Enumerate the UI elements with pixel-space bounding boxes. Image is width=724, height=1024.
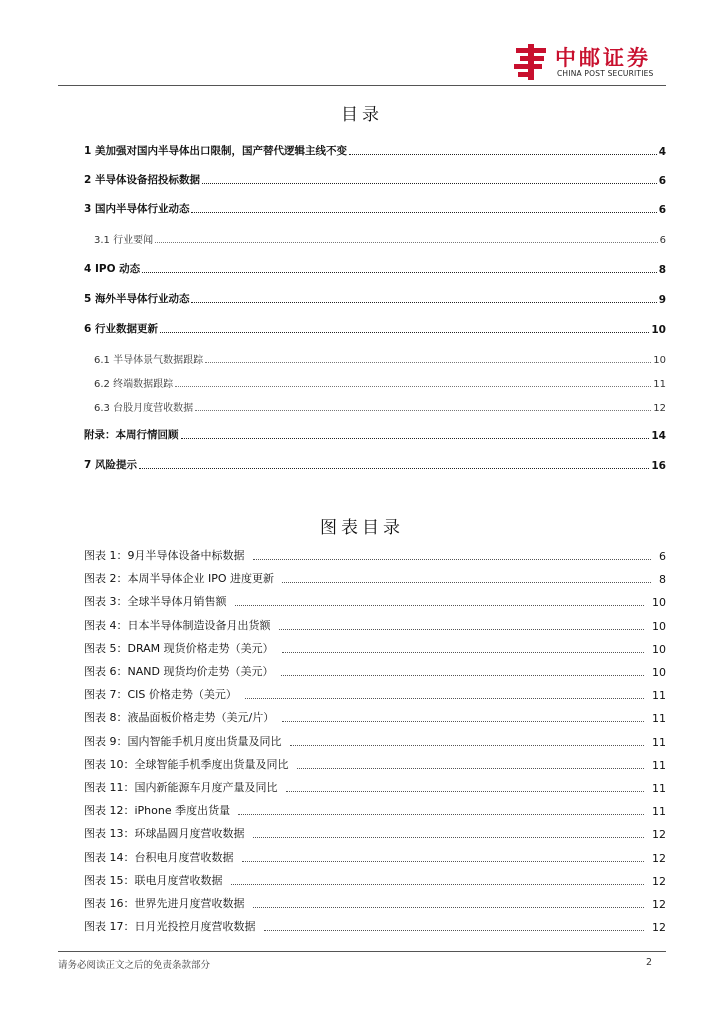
figure-entry[interactable] bbox=[84, 684, 666, 702]
figure-entry-page: 11 bbox=[652, 805, 666, 819]
dot-leader bbox=[245, 688, 644, 699]
figure-entry-page: 12 bbox=[652, 898, 666, 911]
figure-entry-title: 图表 15：联电月度营收数据 bbox=[84, 873, 223, 887]
toc-entry-page: 9 bbox=[658, 294, 666, 306]
toc-entry[interactable] bbox=[84, 288, 666, 306]
figure-entry[interactable] bbox=[84, 916, 666, 934]
toc-entry[interactable] bbox=[94, 348, 666, 366]
toc-entry-page: 6 bbox=[659, 235, 666, 246]
figure-entry-page: 10 bbox=[652, 596, 666, 610]
figure-entry-title: 图表 16：世界先进月度营收数据 bbox=[84, 897, 245, 910]
figure-entry[interactable] bbox=[84, 800, 666, 818]
dot-leader bbox=[253, 897, 645, 908]
dot-leader bbox=[286, 781, 645, 792]
figure-entry[interactable] bbox=[84, 638, 666, 656]
dot-leader bbox=[142, 262, 657, 273]
toc-entry-page: 14 bbox=[651, 430, 666, 442]
figure-entry-page: 10 bbox=[652, 619, 666, 633]
toc-entry-title: 2 半导体设备招投标数据 bbox=[84, 174, 200, 186]
figure-list-heading: 图表目录 bbox=[320, 518, 404, 538]
figure-entry-page: 12 bbox=[652, 828, 666, 842]
figure-entry-page: 6 bbox=[659, 550, 666, 563]
figure-entry-title: 图表 8：液晶面板价格走势（美元/片） bbox=[84, 711, 275, 725]
figure-entry[interactable] bbox=[84, 754, 666, 772]
toc-entry-title: 3 国内半导体行业动态 bbox=[84, 203, 190, 215]
toc-entry[interactable] bbox=[84, 454, 666, 472]
toc-entry-page: 6 bbox=[658, 175, 666, 187]
dot-leader bbox=[191, 292, 656, 303]
dot-leader bbox=[282, 711, 644, 722]
toc-entry-title: 5 海外半导体行业动态 bbox=[84, 293, 190, 305]
figure-entry[interactable] bbox=[84, 615, 666, 633]
figure-entry-title: 图表 7：CIS 价格走势（美元） bbox=[84, 688, 237, 702]
dot-leader bbox=[235, 595, 645, 606]
dot-leader bbox=[231, 874, 645, 885]
figure-entry[interactable] bbox=[84, 731, 666, 749]
toc-entry-page: 11 bbox=[653, 379, 666, 390]
toc-entry-page: 16 bbox=[651, 460, 666, 472]
dot-leader bbox=[281, 665, 644, 676]
figure-entry-page: 11 bbox=[652, 782, 666, 795]
toc-entry-title: 3.1 行业要闻 bbox=[94, 235, 154, 246]
figure-entry-title: 图表 4：日本半导体制造设备月出货额 bbox=[84, 618, 271, 632]
figure-entry-page: 12 bbox=[652, 921, 666, 935]
toc-entry-title: 4 IPO 动态 bbox=[84, 263, 141, 275]
dot-leader bbox=[349, 144, 657, 155]
dot-leader bbox=[202, 173, 657, 184]
toc-entry-title: 6.1 半导体景气数据跟踪 bbox=[94, 355, 204, 366]
dot-leader bbox=[282, 642, 644, 653]
footer-disclaimer: 请务必阅读正文之后的免责条款部分 bbox=[58, 960, 211, 971]
figure-entry-title: 图表 13：环球晶圆月度营收数据 bbox=[84, 827, 245, 841]
dot-leader bbox=[282, 572, 651, 583]
dot-leader bbox=[238, 804, 644, 815]
dot-leader bbox=[264, 920, 645, 931]
brand-name-cn: 中邮证券 bbox=[555, 46, 651, 70]
dot-leader bbox=[160, 322, 649, 333]
figure-entry-page: 11 bbox=[652, 689, 666, 703]
dot-leader bbox=[191, 202, 656, 213]
figure-entry-title: 图表 6：NAND 现货均价走势（美元） bbox=[84, 665, 274, 678]
dot-leader bbox=[253, 827, 645, 838]
dot-leader bbox=[290, 735, 645, 746]
figure-entry-title: 图表 9：国内智能手机月度出货量及同比 bbox=[84, 734, 282, 748]
toc-entry[interactable] bbox=[84, 258, 666, 276]
figure-entry[interactable] bbox=[84, 591, 666, 609]
toc-entry-page: 8 bbox=[658, 264, 666, 276]
toc-entry-page: 10 bbox=[651, 324, 666, 336]
figure-entry-title: 图表 11：国内新能源车月度产量及同比 bbox=[84, 781, 278, 794]
toc-entry-title: 6.2 终端数据跟踪 bbox=[94, 379, 174, 390]
figure-entry[interactable] bbox=[84, 568, 666, 586]
footer-divider bbox=[58, 951, 666, 952]
figure-entry[interactable] bbox=[84, 661, 666, 679]
figure-entry-title: 图表 1：9月半导体设备中标数据 bbox=[84, 549, 245, 562]
figure-entry-title: 图表 14：台积电月度营收数据 bbox=[84, 850, 234, 864]
figure-entry-page: 8 bbox=[659, 573, 666, 587]
dot-leader bbox=[253, 549, 652, 560]
header-divider bbox=[58, 85, 666, 86]
figure-entry-page: 12 bbox=[652, 874, 666, 888]
dot-leader bbox=[175, 376, 651, 387]
dot-leader bbox=[205, 352, 651, 363]
figure-entry[interactable] bbox=[84, 847, 666, 865]
toc-entry-page: 10 bbox=[653, 355, 666, 366]
figure-entry[interactable] bbox=[84, 707, 666, 725]
figure-entry-title: 图表 10：全球智能手机季度出货量及同比 bbox=[84, 757, 289, 771]
toc-entry[interactable] bbox=[94, 372, 666, 390]
figure-entry-title: 图表 17：日月光投控月度营收数据 bbox=[84, 920, 256, 934]
toc-entry-page: 4 bbox=[658, 146, 666, 158]
figure-entry-title: 图表 3：全球半导体月销售额 bbox=[84, 595, 227, 609]
dot-leader bbox=[242, 851, 645, 862]
dot-leader bbox=[195, 400, 651, 411]
dot-leader bbox=[155, 232, 658, 243]
dot-leader bbox=[279, 619, 645, 630]
toc-entry-page: 12 bbox=[653, 403, 666, 414]
toc-entry[interactable] bbox=[84, 140, 666, 158]
toc-entry[interactable] bbox=[94, 228, 666, 246]
figure-entry-page: 10 bbox=[652, 642, 666, 656]
toc-entry-title: 6.3 台股月度营收数据 bbox=[94, 403, 194, 414]
figure-entry[interactable] bbox=[84, 823, 666, 841]
dot-leader bbox=[181, 428, 650, 439]
figure-entry-page: 11 bbox=[652, 758, 666, 772]
figure-entry-title: 图表 12：iPhone 季度出货量 bbox=[84, 804, 231, 818]
dot-leader bbox=[297, 758, 645, 769]
toc-entry[interactable] bbox=[94, 396, 666, 414]
toc-entry-title: 6 行业数据更新 bbox=[84, 323, 158, 335]
toc-entry[interactable] bbox=[84, 169, 666, 187]
figure-entry-page: 10 bbox=[652, 666, 666, 679]
figure-entry-page: 12 bbox=[652, 851, 666, 865]
figure-entry[interactable] bbox=[84, 870, 666, 888]
figure-entry-page: 11 bbox=[652, 735, 666, 749]
china-post-emblem-icon bbox=[512, 42, 552, 82]
figure-entry-title: 图表 5：DRAM 现货价格走势（美元） bbox=[84, 641, 274, 655]
toc-entry[interactable] bbox=[84, 424, 666, 442]
figure-entry-title: 图表 2：本周半导体企业 IPO 进度更新 bbox=[84, 572, 275, 586]
china-post-securities-logo bbox=[512, 42, 672, 82]
toc-entry-title: 附录：本周行情回顾 bbox=[84, 429, 179, 441]
page-header bbox=[0, 0, 724, 86]
figure-entry-page: 11 bbox=[652, 712, 666, 726]
figure-entry[interactable] bbox=[84, 545, 666, 563]
page-number: 2 bbox=[645, 957, 652, 968]
figure-entry[interactable] bbox=[84, 777, 666, 795]
figure-entry[interactable] bbox=[84, 893, 666, 911]
toc-entry-title: 7 风险提示 bbox=[84, 459, 137, 471]
brand-name-en: CHINA POST SECURITIES bbox=[557, 69, 654, 78]
toc-heading: 目录 bbox=[341, 105, 383, 125]
dot-leader bbox=[139, 458, 649, 469]
toc-entry[interactable] bbox=[84, 318, 666, 336]
toc-entry[interactable] bbox=[84, 198, 666, 216]
toc-entry-page: 6 bbox=[658, 204, 666, 216]
toc-entry-title: 1 美加强对国内半导体出口限制，国产替代逻辑主线不变 bbox=[84, 145, 347, 157]
